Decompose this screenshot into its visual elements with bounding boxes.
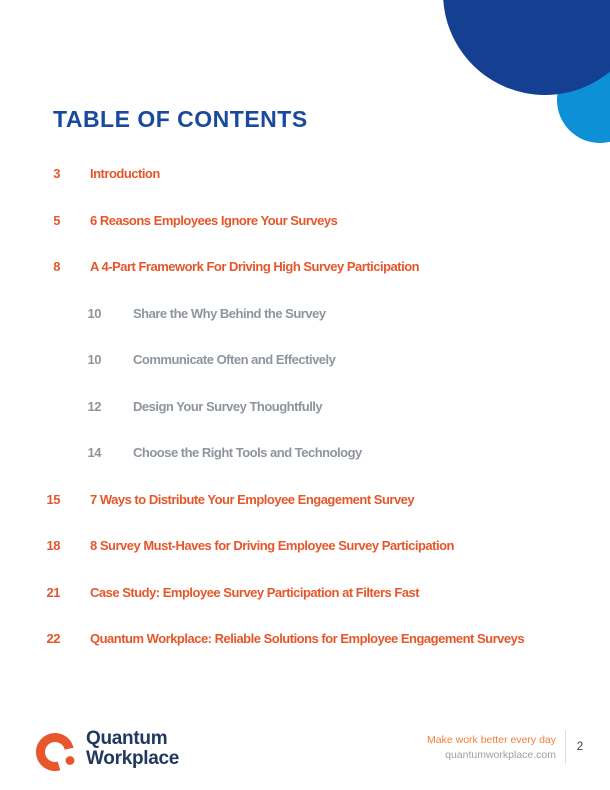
toc-entry[interactable] bbox=[0, 539, 610, 586]
toc-entry-page-number: 5 bbox=[53, 212, 60, 228]
toc-entry-label: Design Your Survey Thoughtfully bbox=[133, 398, 323, 414]
toc-entry-page-number: 12 bbox=[87, 398, 101, 414]
toc-entry[interactable] bbox=[0, 214, 610, 261]
toc-entry[interactable] bbox=[0, 632, 610, 679]
logo-wordmark bbox=[86, 729, 179, 769]
toc-entry-page-number: 3 bbox=[53, 166, 60, 181]
toc-entry-page-number: 8 bbox=[53, 259, 60, 275]
toc-entry[interactable] bbox=[0, 307, 610, 354]
toc-list bbox=[0, 167, 610, 679]
toc-entry[interactable] bbox=[0, 353, 610, 400]
logo-word-quantum: Quantum bbox=[86, 728, 168, 749]
toc-entry-page-number: 10 bbox=[87, 305, 101, 321]
toc-entry-label: Share the Why Behind the Survey bbox=[133, 305, 326, 321]
toc-entry-label: Quantum Workplace: Reliable Solutions for Employee Engagement Surveys bbox=[90, 631, 525, 647]
page-title: TABLE OF CONTENTS bbox=[53, 106, 308, 132]
toc-entry-label: Introduction bbox=[90, 166, 160, 181]
toc-entry-page-number: 21 bbox=[46, 584, 60, 600]
footer-website-link[interactable]: quantumworkplace.com bbox=[445, 749, 556, 761]
footer-tagline: Make work better every day bbox=[427, 734, 556, 746]
toc-entry-label: Choose the Right Tools and Technology bbox=[133, 445, 362, 461]
footer-divider bbox=[565, 730, 566, 764]
toc-entry-page-number: 14 bbox=[87, 445, 101, 461]
toc-entry[interactable] bbox=[0, 586, 610, 633]
toc-entry-label: 7 Ways to Distribute Your Employee Engagement Survey bbox=[90, 491, 415, 507]
toc-entry-page-number: 15 bbox=[46, 491, 60, 507]
toc-entry[interactable] bbox=[0, 167, 610, 214]
toc-entry-page-number: 10 bbox=[87, 352, 101, 368]
footer-brand-text bbox=[427, 734, 556, 761]
toc-entry-label: A 4-Part Framework For Driving High Survey Participation bbox=[90, 259, 420, 275]
toc-entry[interactable] bbox=[0, 260, 610, 307]
toc-entry-label: Case Study: Employee Survey Participation at Filters Fast bbox=[90, 584, 420, 600]
toc-entry[interactable] bbox=[0, 493, 610, 540]
footer-page-number: 2 bbox=[576, 741, 584, 753]
logo-word-workplace: Workplace bbox=[86, 748, 180, 769]
toc-entry-page-number: 18 bbox=[46, 538, 60, 554]
toc-entry[interactable] bbox=[0, 446, 610, 493]
quantum-workplace-logo bbox=[36, 727, 179, 773]
toc-entry[interactable] bbox=[0, 400, 610, 447]
decorative-circle-dark-blue bbox=[443, 0, 610, 95]
quantum-q-icon bbox=[36, 727, 82, 773]
toc-entry-label: 6 Reasons Employees Ignore Your Surveys bbox=[90, 212, 338, 228]
toc-entry-label: Communicate Often and Effectively bbox=[133, 352, 336, 368]
toc-entry-page-number: 22 bbox=[46, 631, 60, 647]
toc-entry-label: 8 Survey Must-Haves for Driving Employee Survey Participation bbox=[90, 538, 454, 554]
